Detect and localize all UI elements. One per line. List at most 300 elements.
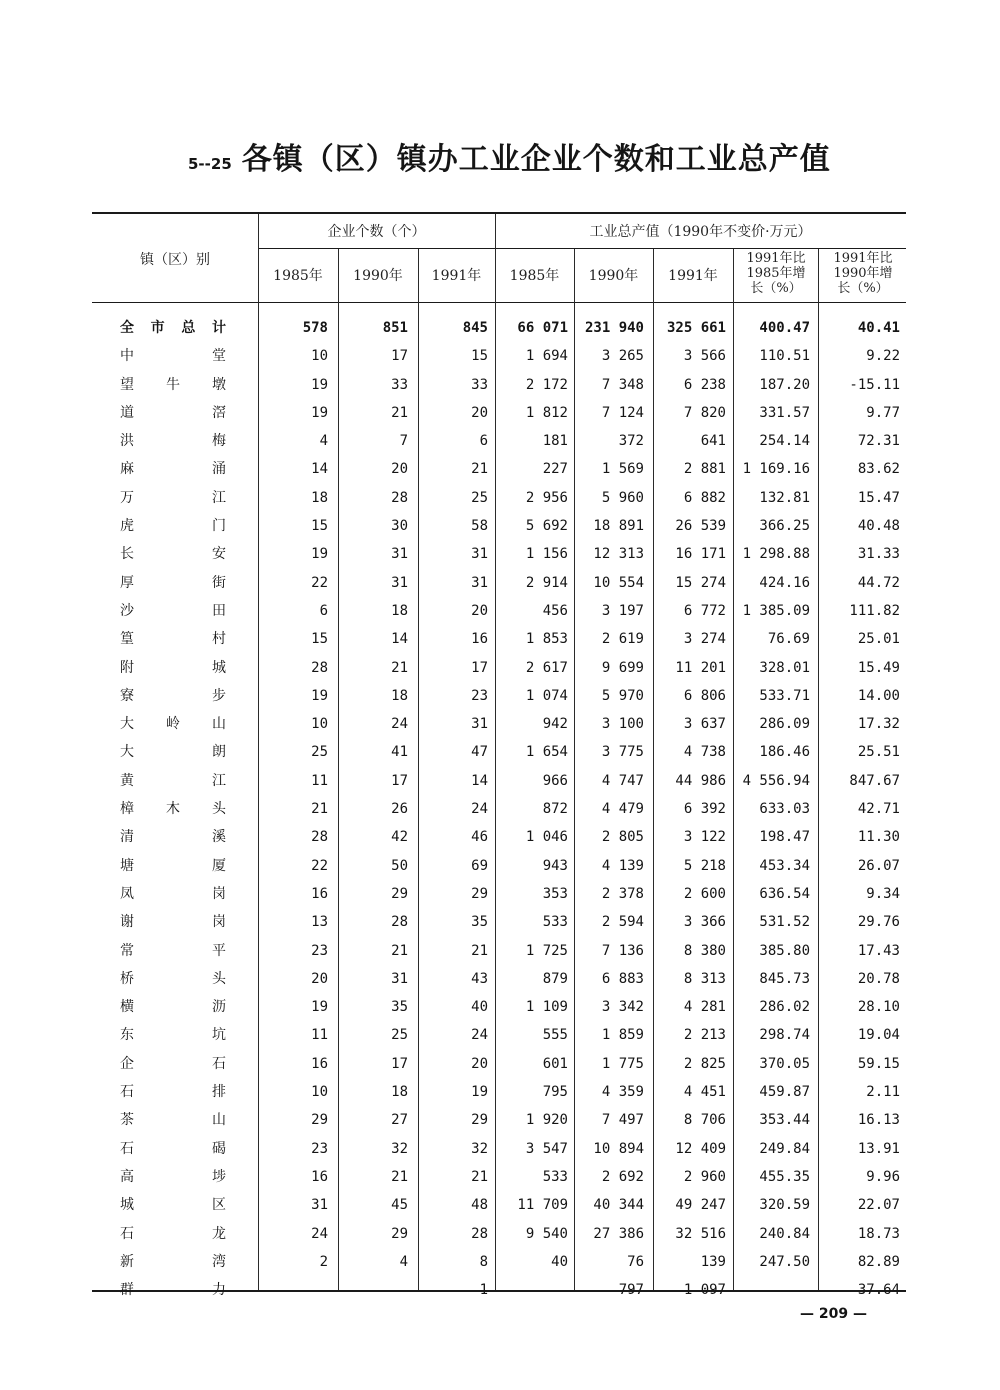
town-name-char: 城 — [212, 659, 226, 676]
town-name — [120, 1282, 226, 1298]
cell-value: 240.84 — [759, 1225, 810, 1242]
cell-value: 17 — [391, 772, 408, 789]
year-header: 1985年 — [509, 268, 560, 284]
table-row — [0, 484, 1000, 512]
cell-value: 1 046 — [525, 829, 568, 846]
table-row — [0, 767, 1000, 795]
group-rule — [258, 248, 906, 249]
top-rule — [92, 212, 906, 214]
town-name-char: 江 — [212, 772, 226, 789]
cell-value: 7 — [399, 433, 408, 450]
cell-value: 1 169.16 — [742, 461, 810, 478]
cell-value: 286.09 — [759, 716, 810, 733]
cell-value: 58 — [471, 518, 488, 535]
cell-value: 28 — [391, 489, 408, 506]
cell-value: 633.03 — [759, 801, 810, 818]
town-name-char: 石 — [120, 1084, 134, 1101]
cell-value: 331.57 — [759, 404, 810, 421]
cell-value: 8 380 — [683, 942, 726, 959]
cell-value: 23 — [311, 942, 328, 959]
town-name-char: 岗 — [212, 885, 226, 902]
town-name-char: 全 — [120, 320, 134, 336]
town-name-char: 大 — [120, 716, 134, 733]
cell-value: 42 — [391, 829, 408, 846]
town-name-char: 田 — [212, 602, 226, 619]
table-row-total — [0, 314, 1000, 342]
table-row — [0, 597, 1000, 625]
cell-value: 601 — [542, 1055, 568, 1072]
cell-value: 3 100 — [601, 716, 644, 733]
town-name-char: 头 — [212, 970, 226, 987]
cell-value: 31.33 — [857, 546, 900, 563]
cell-value: 636.54 — [759, 885, 810, 902]
town-name — [120, 1141, 226, 1157]
town-name-char: 樟 — [120, 801, 134, 818]
cell-value: 21 — [311, 801, 328, 818]
cell-value: 15.47 — [857, 489, 900, 506]
town-name-char: 清 — [120, 829, 134, 846]
cell-value: 17.43 — [857, 942, 900, 959]
cell-value: 16 — [311, 885, 328, 902]
town-name-char: 步 — [212, 687, 226, 704]
cell-value: 59.15 — [857, 1055, 900, 1072]
cell-value: 10 — [311, 716, 328, 733]
cell-value: 370.05 — [759, 1055, 810, 1072]
cell-value: 20 — [471, 602, 488, 619]
cell-value: 10 — [311, 1084, 328, 1101]
cell-value: 20 — [311, 970, 328, 987]
cell-value: 453.34 — [759, 857, 810, 874]
cell-value: 2.11 — [866, 1084, 900, 1101]
growth-header-line: 1985年增 — [746, 266, 806, 281]
cell-value: 21 — [471, 942, 488, 959]
cell-value: 2 378 — [601, 885, 644, 902]
cell-value: 40.48 — [857, 518, 900, 535]
cell-value: 2 172 — [525, 376, 568, 393]
cell-value: 353.44 — [759, 1112, 810, 1129]
cell-value: 9.96 — [866, 1168, 900, 1185]
cell-value: 7 497 — [601, 1112, 644, 1129]
cell-value: 186.46 — [759, 744, 810, 761]
cell-value: 851 — [382, 320, 408, 336]
cell-value: 40 344 — [593, 1197, 644, 1214]
year-header: 1991年 — [431, 268, 482, 284]
cell-value: 23 — [311, 1140, 328, 1157]
cell-value: 32 — [471, 1140, 488, 1157]
cell-value: 1 109 — [525, 999, 568, 1016]
town-name — [120, 688, 226, 704]
cell-value: 10 894 — [593, 1140, 644, 1157]
table-row — [0, 1276, 1000, 1304]
cell-value: 2 956 — [525, 489, 568, 506]
cell-value: 578 — [302, 320, 328, 336]
cell-value: 14 — [471, 772, 488, 789]
cell-value: 27 — [391, 1112, 408, 1129]
cell-value: 33 — [391, 376, 408, 393]
town-name-char: 埗 — [212, 1168, 226, 1185]
town-name-char: 龙 — [212, 1225, 226, 1242]
cell-value: 3 566 — [683, 348, 726, 365]
cell-value: 14.00 — [857, 687, 900, 704]
cell-value: 31 — [471, 716, 488, 733]
year-header: 1985年 — [273, 268, 323, 284]
table-row — [0, 1135, 1000, 1163]
cell-value: 31 — [391, 546, 408, 563]
cell-value: 385.80 — [759, 942, 810, 959]
cell-value: 25 — [471, 489, 488, 506]
cell-value: 28 — [471, 1225, 488, 1242]
cell-value: 400.47 — [759, 320, 810, 336]
cell-value: 4 451 — [683, 1084, 726, 1101]
table-row — [0, 965, 1000, 993]
cell-value: 6 238 — [683, 376, 726, 393]
cell-value: 847.67 — [849, 772, 900, 789]
town-name-char: 总 — [181, 320, 196, 336]
town-name-char: 门 — [212, 518, 226, 535]
cell-value: 11 709 — [517, 1197, 568, 1214]
town-name — [120, 631, 226, 647]
town-name-char: 街 — [212, 574, 226, 591]
cell-value: 28 — [311, 659, 328, 676]
cell-value: 24 — [311, 1225, 328, 1242]
cell-value: 845.73 — [759, 970, 810, 987]
cell-value: 1 156 — [525, 546, 568, 563]
cell-value: 50 — [391, 857, 408, 874]
cell-value: 35 — [471, 914, 488, 931]
cell-value: 533 — [542, 914, 568, 931]
growth-header-line: 1991年比 — [746, 251, 806, 266]
cell-value: 187.20 — [759, 376, 810, 393]
cell-value: 13 — [311, 914, 328, 931]
cell-value: 43 — [471, 970, 488, 987]
cell-value: 12 313 — [593, 546, 644, 563]
cell-value: 181 — [542, 433, 568, 450]
cell-value: 2 594 — [601, 914, 644, 931]
cell-value: 40 — [471, 999, 488, 1016]
cell-value: 31 — [391, 970, 408, 987]
cell-value: 19 — [311, 687, 328, 704]
town-name-char: 虎 — [120, 518, 134, 535]
town-name-char: 中 — [120, 348, 134, 365]
cell-value: 7 124 — [601, 404, 644, 421]
table-row — [0, 1078, 1000, 1106]
cell-value: 22.07 — [857, 1197, 900, 1214]
table-row — [0, 1106, 1000, 1134]
cell-value: 11 201 — [675, 659, 726, 676]
cell-value: 10 — [311, 348, 328, 365]
cell-value: 29 — [391, 885, 408, 902]
cell-value: 6 772 — [683, 602, 726, 619]
town-name — [120, 348, 226, 364]
cell-value: 27 386 — [593, 1225, 644, 1242]
cell-value: 1 694 — [525, 348, 568, 365]
cell-value: 37.64 — [857, 1282, 900, 1299]
town-name-char: 滘 — [212, 404, 226, 421]
town-name — [120, 744, 226, 760]
cell-value: 26 — [391, 801, 408, 818]
cell-value: 21 — [391, 942, 408, 959]
year-header: 1990年 — [353, 268, 403, 284]
table-body — [0, 314, 1000, 1304]
town-name — [120, 999, 226, 1015]
cell-value: 6 883 — [601, 970, 644, 987]
cell-value: 22 — [311, 857, 328, 874]
table-title — [188, 134, 848, 177]
cell-value: 3 265 — [601, 348, 644, 365]
cell-value: 4 738 — [683, 744, 726, 761]
cell-value: 533.71 — [759, 687, 810, 704]
town-name-char: 寮 — [120, 687, 134, 704]
cell-value: 18 891 — [593, 518, 644, 535]
town-name-char: 大 — [120, 744, 134, 761]
cell-value: 6 806 — [683, 687, 726, 704]
cell-value: 45 — [391, 1197, 408, 1214]
cell-value: 139 — [700, 1253, 726, 1270]
town-name — [120, 829, 226, 845]
cell-value: 20 — [471, 404, 488, 421]
cell-value: 9.22 — [866, 348, 900, 365]
cell-value: 20.78 — [857, 970, 900, 987]
table-row — [0, 455, 1000, 483]
table-row — [0, 682, 1000, 710]
town-name — [120, 461, 226, 477]
cell-value: 19.04 — [857, 1027, 900, 1044]
town-name — [120, 1254, 226, 1270]
cell-value: 25.01 — [857, 631, 900, 648]
town-name-char: 涌 — [212, 461, 226, 478]
town-name-char: 岭 — [166, 716, 180, 733]
cell-value: 29 — [471, 885, 488, 902]
table-row — [0, 710, 1000, 738]
cell-value: 29 — [391, 1225, 408, 1242]
town-name-char: 安 — [212, 546, 226, 563]
cell-value: 24 — [471, 1027, 488, 1044]
cell-value: 16 — [311, 1055, 328, 1072]
cell-value: 3 366 — [683, 914, 726, 931]
cell-value: 456 — [542, 602, 568, 619]
cell-value: 11 — [311, 1027, 328, 1044]
town-name — [120, 1027, 226, 1043]
cell-value: 24 — [391, 716, 408, 733]
cell-value: 845 — [462, 320, 488, 336]
cell-value: 9 699 — [601, 659, 644, 676]
cell-value: 25 — [391, 1027, 408, 1044]
cell-value: 1 074 — [525, 687, 568, 704]
growth-header-line: 长（%） — [837, 281, 889, 296]
town-name-char: 牛 — [166, 376, 180, 393]
cell-value: 424.16 — [759, 574, 810, 591]
town-name-char: 凤 — [120, 885, 134, 902]
town-name-char: 碣 — [212, 1140, 226, 1157]
cell-value: 15 — [311, 518, 328, 535]
town-name-char: 区 — [212, 1197, 226, 1214]
cell-value: 28 — [391, 914, 408, 931]
town-name-char: 厦 — [212, 857, 226, 874]
town-name-char: 山 — [212, 1112, 226, 1129]
cell-value: 286.02 — [759, 999, 810, 1016]
town-name — [120, 1056, 226, 1072]
town-name-char: 沥 — [212, 999, 226, 1016]
cell-value: 16 — [311, 1168, 328, 1185]
cell-value: 25.51 — [857, 744, 900, 761]
town-name-char: 沙 — [120, 602, 134, 619]
town-name-char: 江 — [212, 489, 226, 506]
table-row — [0, 993, 1000, 1021]
town-name-char: 长 — [120, 546, 134, 563]
town-name-char: 排 — [212, 1084, 226, 1101]
town-name — [120, 971, 226, 987]
cell-value: 2 600 — [683, 885, 726, 902]
cell-value: 33 — [471, 376, 488, 393]
cell-value: 16.13 — [857, 1112, 900, 1129]
cell-value: 69 — [471, 857, 488, 874]
table-row — [0, 399, 1000, 427]
table-row — [0, 1163, 1000, 1191]
cell-value: 82.89 — [857, 1253, 900, 1270]
cell-value: 46 — [471, 829, 488, 846]
town-name-char: 计 — [211, 320, 226, 336]
cell-value: 22 — [311, 574, 328, 591]
table-row — [0, 569, 1000, 597]
town-name-char: 茶 — [120, 1112, 134, 1129]
table-row — [0, 512, 1000, 540]
cell-value: 1 654 — [525, 744, 568, 761]
cell-value: 19 — [311, 546, 328, 563]
cell-value: 366.25 — [759, 518, 810, 535]
cell-value: 231 940 — [584, 320, 644, 336]
cell-value: 72.31 — [857, 433, 900, 450]
cell-value: 18 — [391, 1084, 408, 1101]
cell-value: 31 — [471, 574, 488, 591]
cell-value: 9 540 — [525, 1225, 568, 1242]
town-name — [120, 716, 226, 732]
growth-header-line: 1991年比 — [833, 251, 893, 266]
cell-value: 4 747 — [601, 772, 644, 789]
town-name — [120, 377, 226, 393]
cell-value: 20 — [391, 461, 408, 478]
cell-value: 3 547 — [525, 1140, 568, 1157]
town-name-char: 头 — [212, 801, 226, 818]
cell-value: 9.77 — [866, 404, 900, 421]
cell-value: 2 960 — [683, 1168, 726, 1185]
cell-value: 247.50 — [759, 1253, 810, 1270]
cell-value: 19 — [311, 376, 328, 393]
cell-value: 8 706 — [683, 1112, 726, 1129]
cell-value: 298.74 — [759, 1027, 810, 1044]
cell-value: 2 — [319, 1253, 328, 1270]
cell-value: 555 — [542, 1027, 568, 1044]
town-name-char: 朗 — [212, 744, 226, 761]
town-name-char: 湾 — [212, 1253, 226, 1270]
cell-value: 32 — [391, 1140, 408, 1157]
cell-value: 18 — [311, 489, 328, 506]
cell-value: 42.71 — [857, 801, 900, 818]
table-row — [0, 342, 1000, 370]
cell-value: 2 805 — [601, 829, 644, 846]
cell-value: 5 692 — [525, 518, 568, 535]
cell-value: 353 — [542, 885, 568, 902]
cell-value: 18 — [391, 687, 408, 704]
growth-header-line: 长（%） — [750, 281, 802, 296]
cell-value: 5 218 — [683, 857, 726, 874]
town-name — [120, 660, 226, 676]
cell-value: 4 — [399, 1253, 408, 1270]
cell-value: -15.11 — [849, 376, 900, 393]
town-name — [120, 575, 226, 591]
town-name-char: 黄 — [120, 772, 134, 789]
table-row — [0, 1191, 1000, 1219]
cell-value: 15 — [311, 631, 328, 648]
cell-value: 19 — [311, 404, 328, 421]
town-name-char: 市 — [150, 320, 165, 336]
cell-value: 13.91 — [857, 1140, 900, 1157]
table-row — [0, 1220, 1000, 1248]
cell-value: 17 — [391, 348, 408, 365]
town-name — [120, 1169, 226, 1185]
town-name — [120, 320, 226, 336]
cell-value: 1 853 — [525, 631, 568, 648]
town-name-char: 塘 — [120, 857, 134, 874]
cell-value: 1 920 — [525, 1112, 568, 1129]
cell-value: 795 — [542, 1084, 568, 1101]
cell-value: 25 — [311, 744, 328, 761]
cell-value: 2 213 — [683, 1027, 726, 1044]
growth-header-line: 1990年增 — [833, 266, 893, 281]
cell-value: 533 — [542, 1168, 568, 1185]
cell-value: 1 569 — [601, 461, 644, 478]
cell-value: 797 — [618, 1282, 644, 1299]
cell-value: 4 479 — [601, 801, 644, 818]
cell-value: 1 097 — [683, 1282, 726, 1299]
table-row — [0, 908, 1000, 936]
cell-value: 28 — [311, 829, 328, 846]
cell-value: 10 554 — [593, 574, 644, 591]
table-row — [0, 937, 1000, 965]
cell-value: 328.01 — [759, 659, 810, 676]
cell-value: 4 139 — [601, 857, 644, 874]
cell-value: 23 — [471, 687, 488, 704]
cell-value: 19 — [311, 999, 328, 1016]
cell-value: 32 516 — [675, 1225, 726, 1242]
town-name-char: 常 — [120, 942, 134, 959]
cell-value: 11.30 — [857, 829, 900, 846]
town-name-char: 万 — [120, 489, 134, 506]
town-name-char: 篁 — [120, 631, 134, 648]
table-number: 5--25 — [188, 155, 232, 173]
town-name — [120, 1226, 226, 1242]
cell-value: 76.69 — [767, 631, 810, 648]
town-name-char: 道 — [120, 404, 134, 421]
cell-value: 942 — [542, 716, 568, 733]
cell-value: 35 — [391, 999, 408, 1016]
cell-value: 29 — [471, 1112, 488, 1129]
cell-value: 2 617 — [525, 659, 568, 676]
cell-value: 4 281 — [683, 999, 726, 1016]
town-name — [120, 914, 226, 930]
table-row — [0, 738, 1000, 766]
cell-value: 4 — [319, 433, 328, 450]
cell-value: 110.51 — [759, 348, 810, 365]
cell-value: 26.07 — [857, 857, 900, 874]
town-name-char: 堂 — [212, 348, 226, 365]
town-name — [120, 490, 226, 506]
cell-value: 3 342 — [601, 999, 644, 1016]
cell-value: 66 071 — [517, 320, 568, 336]
cell-value: 8 313 — [683, 970, 726, 987]
table-row — [0, 1050, 1000, 1078]
town-name — [120, 1197, 226, 1213]
cell-value: 30 — [391, 518, 408, 535]
